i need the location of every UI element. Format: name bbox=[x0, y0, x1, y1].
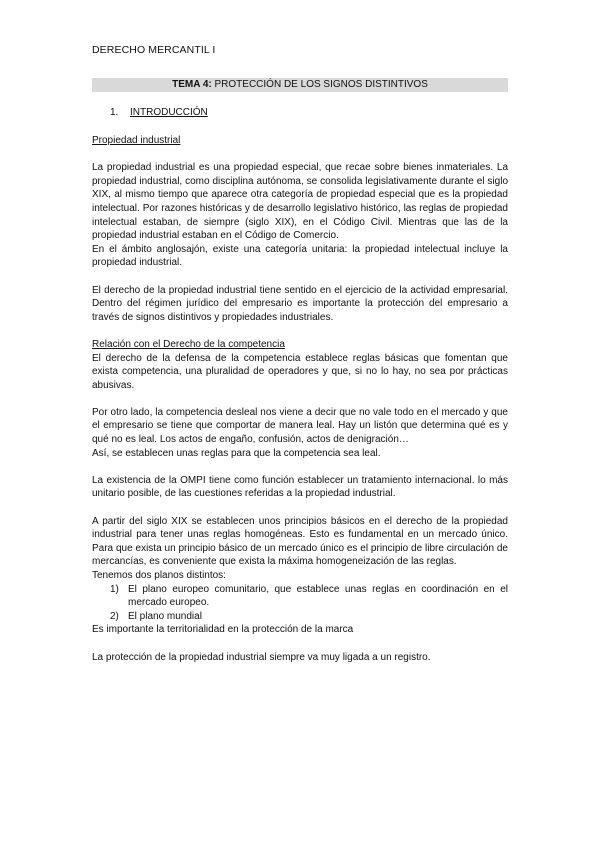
section-number: 1. bbox=[110, 107, 119, 118]
paragraph: El derecho de la defensa de la competencia establece reglas básicas que fomentan que exista competencia, una pluralidad de operadores y que, si no lo hay, no sea por prácticas abusivas. bbox=[92, 352, 508, 391]
topic-title bbox=[92, 78, 508, 92]
list-item-text: El plano mundial bbox=[128, 610, 202, 622]
section-title: INTRODUCCIÓN bbox=[130, 107, 208, 118]
paragraph: A partir del siglo XIX se establecen unos principios básicos en el derecho de la propiedad industrial para tener unas reglas homogéneas. Esto es fundamental en un mercado único. Para que exista un principio básico de un mercado único es el principio de libre circulación de mercancías, es conveniente que exista la máxima homogeneización de las reglas. bbox=[92, 515, 508, 568]
paragraph: El derecho de la propiedad industrial tiene sentido en el ejercicio de la actividad empresarial. Dentro del régimen jurídico del empresario es importante la protección del empresario a través de signos distintivos y propiedades industriales. bbox=[92, 284, 508, 323]
topic-title-number: TEMA 4: bbox=[172, 79, 212, 90]
paragraph: La existencia de la OMPI tiene como función establecer un tratamiento internacional. lo más unitario posible, de las cuestiones referidas a la propiedad industrial. bbox=[92, 474, 508, 500]
paragraph: Así, se establecen unas reglas para que la competencia sea leal. bbox=[92, 447, 381, 459]
list-item bbox=[92, 610, 508, 624]
topic-title-text: PROTECCIÓN DE LOS SIGNOS DISTINTIVOS bbox=[211, 79, 428, 90]
paragraph: La protección de la propiedad industrial siempre va muy ligada a un registro. bbox=[92, 651, 431, 663]
list-item-text: El plano europeo comunitario, que establece unas reglas en coordinación en el mercado europeo. bbox=[128, 583, 508, 609]
paragraph: Tenemos dos planos distintos: bbox=[92, 570, 226, 581]
paragraph: En el ámbito anglosajón, existe una categoría unitaria: la propiedad intelectual incluye la propiedad industrial. bbox=[92, 243, 508, 269]
list-item-number: 2) bbox=[110, 610, 119, 622]
paragraph: La propiedad industrial es una propiedad especial, que recae sobre bienes inmateriales. La propiedad industrial, como disciplina autónoma, se consolida legislativamente durante el siglo XIX, al mismo tiempo que aparece otra categoría de propiedad especial que es la propiedad intelectual. Por razones históricas y de desarrollo legislativo histórico, las reglas de propiedad intelectual estaban, de siempre (siglo XIX), en el Código Civil. Mientras que las de la propiedad industrial estaban en el Código de Comercio. bbox=[92, 162, 508, 242]
list-item bbox=[92, 583, 508, 610]
paragraph: Por otro lado, la competencia desleal nos viene a decir que no vale todo en el mercado y que el empresario se tiene que comportar de manera leal. Hay un listón que determina qué es y qué no es leal. Los actos de engaño, confusión, actos de denigración… bbox=[92, 406, 508, 446]
planes-list bbox=[92, 583, 508, 624]
list-item-number: 1) bbox=[110, 583, 119, 595]
document-header: DERECHO MERCANTIL I bbox=[92, 44, 216, 56]
section-heading bbox=[92, 106, 508, 120]
subheading-competencia: Relación con el Derecho de la competencia bbox=[92, 338, 285, 350]
subheading-propiedad-industrial: Propiedad industrial bbox=[92, 134, 181, 146]
paragraph: Es importante la territorialidad en la protección de la marca bbox=[92, 624, 354, 636]
document-body bbox=[92, 106, 508, 664]
